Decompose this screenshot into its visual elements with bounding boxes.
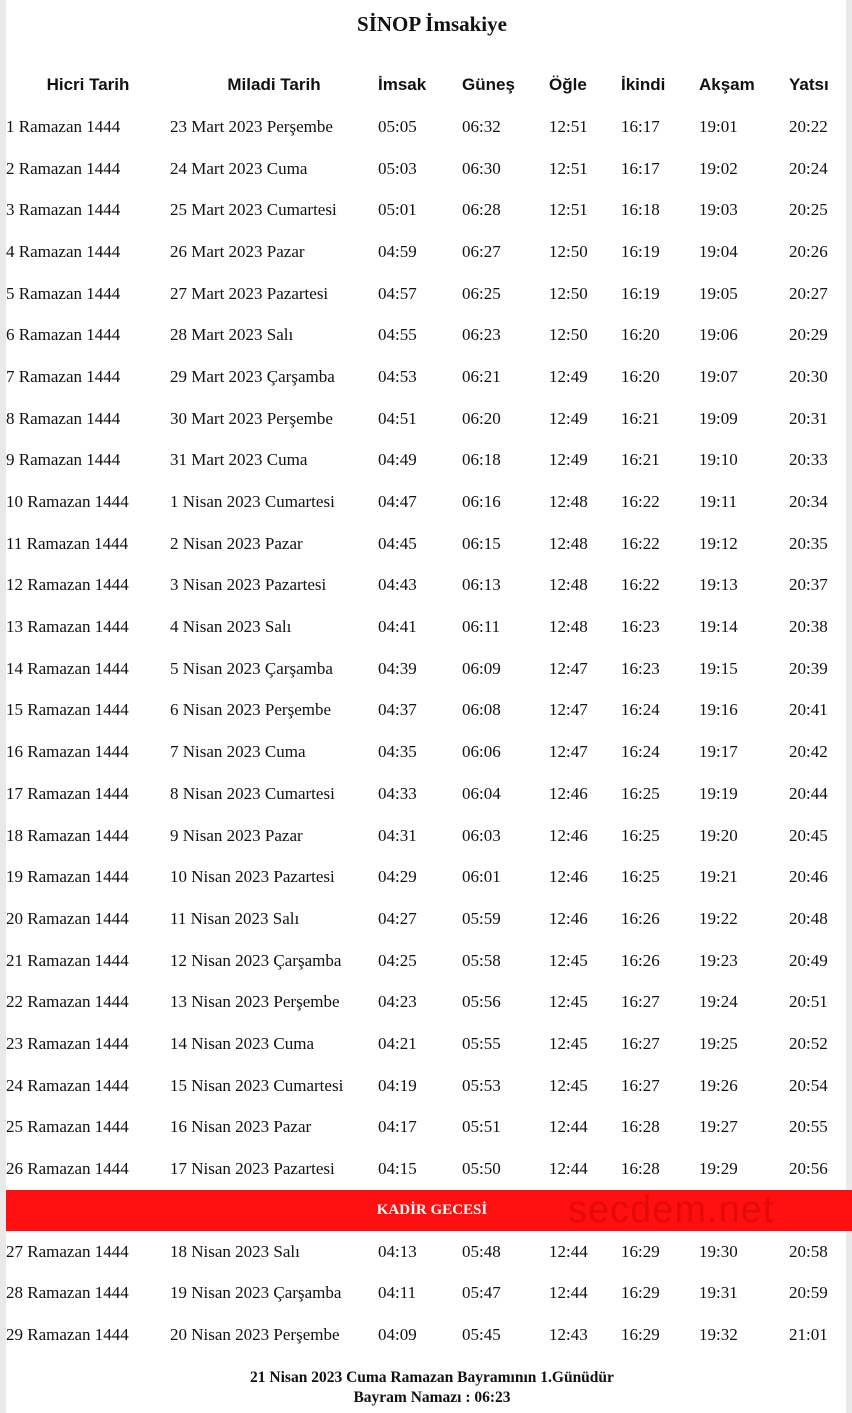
hicri-date: 14 Ramazan 1444 bbox=[6, 658, 129, 678]
miladi-date: 16 Nisan 2023 Pazar bbox=[170, 1117, 312, 1137]
table-row bbox=[6, 1107, 852, 1149]
footer-bayram-namazi: Bayram Namazı : 06:23 bbox=[353, 1389, 511, 1406]
miladi-date: 5 Nisan 2023 Çarşamba bbox=[170, 658, 333, 678]
aksam-time: 19:32 bbox=[699, 1325, 738, 1345]
aksam-time: 19:02 bbox=[699, 158, 738, 178]
ikindi-time: 16:26 bbox=[621, 950, 660, 970]
ikindi-time: 16:17 bbox=[621, 116, 660, 136]
hicri-date: 7 Ramazan 1444 bbox=[6, 366, 121, 386]
ogle-time: 12:44 bbox=[549, 1283, 588, 1303]
ikindi-time: 16:26 bbox=[621, 908, 660, 928]
table-row bbox=[6, 731, 852, 773]
ogle-time: 12:46 bbox=[549, 867, 588, 887]
miladi-date: 27 Mart 2023 Pazartesi bbox=[170, 283, 329, 303]
yatsi-time: 20:24 bbox=[789, 158, 828, 178]
aksam-time: 19:13 bbox=[699, 575, 738, 595]
ikindi-time: 16:21 bbox=[621, 450, 660, 470]
aksam-time: 19:20 bbox=[699, 825, 738, 845]
aksam-time: 19:14 bbox=[699, 617, 738, 637]
gunes-time: 05:58 bbox=[462, 950, 501, 970]
imsak-time: 04:17 bbox=[378, 1117, 417, 1137]
table-row bbox=[6, 815, 852, 857]
gunes-time: 05:55 bbox=[462, 1033, 501, 1053]
yatsi-time: 20:37 bbox=[789, 575, 828, 595]
ogle-time: 12:47 bbox=[549, 658, 588, 678]
ikindi-time: 16:21 bbox=[621, 408, 660, 428]
imsak-time: 04:55 bbox=[378, 325, 417, 345]
imsak-time: 04:47 bbox=[378, 492, 417, 512]
imsak-time: 04:21 bbox=[378, 1033, 417, 1053]
ikindi-time: 16:24 bbox=[621, 700, 660, 720]
gunes-time: 05:45 bbox=[462, 1325, 501, 1345]
imsak-time: 04:45 bbox=[378, 533, 417, 553]
ikindi-time: 16:27 bbox=[621, 1033, 660, 1053]
yatsi-time: 20:38 bbox=[789, 617, 828, 637]
table-row bbox=[6, 1231, 852, 1273]
hicri-date: 23 Ramazan 1444 bbox=[6, 1033, 129, 1053]
ikindi-time: 16:18 bbox=[621, 200, 660, 220]
table-row bbox=[6, 398, 852, 440]
ikindi-time: 16:20 bbox=[621, 366, 660, 386]
hicri-date: 4 Ramazan 1444 bbox=[6, 241, 121, 261]
ogle-time: 12:51 bbox=[549, 200, 588, 220]
ogle-time: 12:47 bbox=[549, 742, 588, 762]
aksam-time: 19:31 bbox=[699, 1283, 738, 1303]
gunes-time: 06:32 bbox=[462, 116, 501, 136]
gunes-time: 06:11 bbox=[462, 617, 501, 637]
ikindi-time: 16:23 bbox=[621, 658, 660, 678]
miladi-date: 13 Nisan 2023 Perşembe bbox=[170, 992, 340, 1012]
hicri-date: 24 Ramazan 1444 bbox=[6, 1075, 129, 1095]
imsak-time: 04:25 bbox=[378, 950, 417, 970]
ikindi-time: 16:25 bbox=[621, 783, 660, 803]
hicri-date: 12 Ramazan 1444 bbox=[6, 575, 129, 595]
column-header-gunes: Güneş bbox=[462, 75, 515, 94]
imsak-time: 05:05 bbox=[378, 116, 417, 136]
gunes-time: 06:04 bbox=[462, 783, 501, 803]
yatsi-time: 20:54 bbox=[789, 1075, 828, 1095]
aksam-time: 19:24 bbox=[699, 992, 738, 1012]
gunes-time: 05:51 bbox=[462, 1117, 501, 1137]
gunes-time: 06:01 bbox=[462, 867, 501, 887]
table-row bbox=[6, 1023, 852, 1065]
hicri-date: 13 Ramazan 1444 bbox=[6, 617, 129, 637]
hicri-date: 10 Ramazan 1444 bbox=[6, 492, 129, 512]
gunes-time: 06:18 bbox=[462, 450, 501, 470]
aksam-time: 19:03 bbox=[699, 200, 738, 220]
aksam-time: 19:26 bbox=[699, 1075, 738, 1095]
ikindi-time: 16:17 bbox=[621, 158, 660, 178]
aksam-time: 19:04 bbox=[699, 241, 738, 261]
table-row bbox=[6, 981, 852, 1023]
aksam-time: 19:07 bbox=[699, 366, 738, 386]
aksam-time: 19:12 bbox=[699, 533, 738, 553]
table-header-row bbox=[6, 64, 852, 106]
hicri-date: 21 Ramazan 1444 bbox=[6, 950, 129, 970]
miladi-date: 7 Nisan 2023 Cuma bbox=[170, 742, 306, 762]
hicri-date: 3 Ramazan 1444 bbox=[6, 200, 121, 220]
gunes-time: 05:47 bbox=[462, 1283, 501, 1303]
miladi-date: 10 Nisan 2023 Pazartesi bbox=[170, 867, 335, 887]
column-header-imsak: İmsak bbox=[378, 75, 427, 94]
yatsi-time: 20:41 bbox=[789, 700, 828, 720]
imsak-time: 04:35 bbox=[378, 742, 417, 762]
gunes-time: 06:21 bbox=[462, 366, 501, 386]
table-row bbox=[6, 189, 852, 231]
ikindi-time: 16:20 bbox=[621, 325, 660, 345]
table-row bbox=[6, 773, 852, 815]
ogle-time: 12:49 bbox=[549, 450, 588, 470]
ogle-time: 12:44 bbox=[549, 1117, 588, 1137]
gunes-time: 06:23 bbox=[462, 325, 501, 345]
yatsi-time: 20:44 bbox=[789, 783, 828, 803]
imsak-time: 04:33 bbox=[378, 783, 417, 803]
yatsi-time: 20:51 bbox=[789, 992, 828, 1012]
gunes-time: 06:13 bbox=[462, 575, 501, 595]
miladi-date: 19 Nisan 2023 Çarşamba bbox=[170, 1283, 342, 1303]
aksam-time: 19:27 bbox=[699, 1117, 738, 1137]
ogle-time: 12:45 bbox=[549, 950, 588, 970]
gunes-time: 06:20 bbox=[462, 408, 501, 428]
ogle-time: 12:51 bbox=[549, 116, 588, 136]
gunes-time: 05:50 bbox=[462, 1159, 501, 1179]
ikindi-time: 16:22 bbox=[621, 575, 660, 595]
column-header-miladi: Miladi Tarih bbox=[227, 75, 321, 94]
ikindi-time: 16:29 bbox=[621, 1283, 660, 1303]
gunes-time: 05:56 bbox=[462, 992, 501, 1012]
hicri-date: 1 Ramazan 1444 bbox=[6, 116, 121, 136]
yatsi-time: 20:48 bbox=[789, 908, 828, 928]
imsak-time: 04:31 bbox=[378, 825, 417, 845]
table-body bbox=[6, 106, 852, 1356]
hicri-date: 11 Ramazan 1444 bbox=[6, 533, 129, 553]
miladi-date: 2 Nisan 2023 Pazar bbox=[170, 533, 303, 553]
gunes-time: 05:59 bbox=[462, 908, 501, 928]
table-row bbox=[6, 356, 852, 398]
imsak-time: 04:51 bbox=[378, 408, 417, 428]
aksam-time: 19:09 bbox=[699, 408, 738, 428]
table-row bbox=[6, 1314, 852, 1356]
imsak-time: 04:57 bbox=[378, 283, 417, 303]
ogle-time: 12:48 bbox=[549, 533, 588, 553]
hicri-date: 15 Ramazan 1444 bbox=[6, 700, 129, 720]
yatsi-time: 21:01 bbox=[789, 1325, 828, 1345]
yatsi-time: 20:22 bbox=[789, 116, 828, 136]
ogle-time: 12:48 bbox=[549, 617, 588, 637]
miladi-date: 31 Mart 2023 Cuma bbox=[170, 450, 308, 470]
imsak-time: 04:59 bbox=[378, 241, 417, 261]
ogle-time: 12:46 bbox=[549, 825, 588, 845]
ikindi-time: 16:22 bbox=[621, 492, 660, 512]
imsak-time: 04:37 bbox=[378, 700, 417, 720]
hicri-date: 22 Ramazan 1444 bbox=[6, 992, 129, 1012]
yatsi-time: 20:46 bbox=[789, 867, 828, 887]
aksam-time: 19:16 bbox=[699, 700, 738, 720]
table-row bbox=[6, 898, 852, 940]
imsak-time: 04:39 bbox=[378, 658, 417, 678]
ogle-time: 12:50 bbox=[549, 283, 588, 303]
table-row bbox=[6, 856, 852, 898]
miladi-date: 4 Nisan 2023 Salı bbox=[170, 617, 292, 637]
imsak-time: 04:11 bbox=[378, 1283, 417, 1303]
aksam-time: 19:30 bbox=[699, 1241, 738, 1261]
imsak-time: 04:15 bbox=[378, 1159, 417, 1179]
yatsi-time: 20:31 bbox=[789, 408, 828, 428]
table-row bbox=[6, 440, 852, 482]
gunes-time: 06:08 bbox=[462, 700, 501, 720]
yatsi-time: 20:34 bbox=[789, 492, 828, 512]
yatsi-time: 20:29 bbox=[789, 325, 828, 345]
gunes-time: 06:03 bbox=[462, 825, 501, 845]
miladi-date: 14 Nisan 2023 Cuma bbox=[170, 1033, 315, 1053]
ikindi-time: 16:24 bbox=[621, 742, 660, 762]
yatsi-time: 20:30 bbox=[789, 366, 828, 386]
miladi-date: 1 Nisan 2023 Cumartesi bbox=[170, 492, 335, 512]
ogle-time: 12:51 bbox=[549, 158, 588, 178]
miladi-date: 20 Nisan 2023 Perşembe bbox=[170, 1325, 340, 1345]
miladi-date: 11 Nisan 2023 Salı bbox=[170, 908, 300, 928]
imsak-time: 04:29 bbox=[378, 867, 417, 887]
ikindi-time: 16:23 bbox=[621, 617, 660, 637]
miladi-date: 23 Mart 2023 Perşembe bbox=[170, 116, 333, 136]
aksam-time: 19:19 bbox=[699, 783, 738, 803]
column-header-yatsi: Yatsı bbox=[789, 75, 829, 94]
imsak-time: 04:41 bbox=[378, 617, 417, 637]
ogle-time: 12:44 bbox=[549, 1241, 588, 1261]
ogle-time: 12:50 bbox=[549, 241, 588, 261]
table-row bbox=[6, 1148, 852, 1190]
table-row bbox=[6, 523, 852, 565]
aksam-time: 19:23 bbox=[699, 950, 738, 970]
gunes-time: 06:06 bbox=[462, 742, 501, 762]
column-header-hicri: Hicri Tarih bbox=[46, 75, 130, 94]
aksam-time: 19:11 bbox=[699, 492, 738, 512]
aksam-time: 19:05 bbox=[699, 283, 738, 303]
imsak-time: 05:01 bbox=[378, 200, 417, 220]
yatsi-time: 20:35 bbox=[789, 533, 828, 553]
ogle-time: 12:45 bbox=[549, 1033, 588, 1053]
yatsi-time: 20:26 bbox=[789, 241, 828, 261]
gunes-time: 06:25 bbox=[462, 283, 501, 303]
column-header-ikindi: İkindi bbox=[621, 75, 666, 94]
ogle-time: 12:48 bbox=[549, 575, 588, 595]
imsak-time: 04:23 bbox=[378, 992, 417, 1012]
gunes-time: 06:30 bbox=[462, 158, 501, 178]
miladi-date: 18 Nisan 2023 Salı bbox=[170, 1241, 300, 1261]
hicri-date: 8 Ramazan 1444 bbox=[6, 408, 121, 428]
imsak-time: 05:03 bbox=[378, 158, 417, 178]
table-row bbox=[6, 690, 852, 732]
hicri-date: 19 Ramazan 1444 bbox=[6, 867, 129, 887]
ogle-time: 12:50 bbox=[549, 325, 588, 345]
table-row bbox=[6, 481, 852, 523]
table-row bbox=[6, 273, 852, 315]
miladi-date: 6 Nisan 2023 Perşembe bbox=[170, 700, 332, 720]
yatsi-time: 20:25 bbox=[789, 200, 828, 220]
gunes-time: 06:16 bbox=[462, 492, 501, 512]
ikindi-time: 16:29 bbox=[621, 1325, 660, 1345]
yatsi-time: 20:58 bbox=[789, 1241, 828, 1261]
hicri-date: 5 Ramazan 1444 bbox=[6, 283, 121, 303]
hicri-date: 9 Ramazan 1444 bbox=[6, 450, 121, 470]
imsak-time: 04:49 bbox=[378, 450, 417, 470]
yatsi-time: 20:39 bbox=[789, 658, 828, 678]
imsak-time: 04:43 bbox=[378, 575, 417, 595]
gunes-time: 06:27 bbox=[462, 241, 501, 261]
yatsi-time: 20:49 bbox=[789, 950, 828, 970]
column-header-ogle: Öğle bbox=[549, 75, 587, 94]
hicri-date: 25 Ramazan 1444 bbox=[6, 1117, 129, 1137]
miladi-date: 29 Mart 2023 Çarşamba bbox=[170, 366, 335, 386]
yatsi-time: 20:52 bbox=[789, 1033, 828, 1053]
imsakiye-table bbox=[6, 64, 852, 1356]
watermark-text: secdem.net bbox=[568, 1189, 775, 1231]
yatsi-time: 20:27 bbox=[789, 283, 828, 303]
ikindi-time: 16:29 bbox=[621, 1241, 660, 1261]
miladi-date: 3 Nisan 2023 Pazartesi bbox=[170, 575, 327, 595]
yatsi-time: 20:56 bbox=[789, 1159, 828, 1179]
hicri-date: 29 Ramazan 1444 bbox=[6, 1325, 129, 1345]
aksam-time: 19:17 bbox=[699, 742, 738, 762]
ikindi-time: 16:27 bbox=[621, 1075, 660, 1095]
gunes-time: 06:15 bbox=[462, 533, 501, 553]
aksam-time: 19:22 bbox=[699, 908, 738, 928]
aksam-time: 19:15 bbox=[699, 658, 738, 678]
column-header-aksam: Akşam bbox=[699, 75, 755, 94]
miladi-date: 12 Nisan 2023 Çarşamba bbox=[170, 950, 342, 970]
miladi-date: 24 Mart 2023 Cuma bbox=[170, 158, 308, 178]
ogle-time: 12:43 bbox=[549, 1325, 588, 1345]
aksam-time: 19:01 bbox=[699, 116, 738, 136]
hicri-date: 2 Ramazan 1444 bbox=[6, 158, 121, 178]
imsak-time: 04:13 bbox=[378, 1241, 417, 1261]
gunes-time: 06:28 bbox=[462, 200, 501, 220]
table-row bbox=[6, 231, 852, 273]
imsak-time: 04:09 bbox=[378, 1325, 417, 1345]
miladi-date: 26 Mart 2023 Pazar bbox=[170, 241, 305, 261]
miladi-date: 30 Mart 2023 Perşembe bbox=[170, 408, 333, 428]
ogle-time: 12:49 bbox=[549, 408, 588, 428]
ikindi-time: 16:27 bbox=[621, 992, 660, 1012]
table-row bbox=[6, 106, 852, 148]
ogle-time: 12:44 bbox=[549, 1159, 588, 1179]
table-row bbox=[6, 148, 852, 190]
page-title: SİNOP İmsakiye bbox=[357, 12, 507, 36]
ogle-time: 12:46 bbox=[549, 908, 588, 928]
hicri-date: 26 Ramazan 1444 bbox=[6, 1159, 129, 1179]
miladi-date: 9 Nisan 2023 Pazar bbox=[170, 825, 303, 845]
ogle-time: 12:45 bbox=[549, 1075, 588, 1095]
ogle-time: 12:48 bbox=[549, 492, 588, 512]
hicri-date: 28 Ramazan 1444 bbox=[6, 1283, 129, 1303]
aksam-time: 19:10 bbox=[699, 450, 738, 470]
table-row bbox=[6, 940, 852, 982]
table-row bbox=[6, 1273, 852, 1315]
yatsi-time: 20:55 bbox=[789, 1117, 828, 1137]
ogle-time: 12:46 bbox=[549, 783, 588, 803]
hicri-date: 17 Ramazan 1444 bbox=[6, 783, 129, 803]
imsak-time: 04:19 bbox=[378, 1075, 417, 1095]
gunes-time: 06:09 bbox=[462, 658, 501, 678]
ikindi-time: 16:25 bbox=[621, 825, 660, 845]
aksam-time: 19:06 bbox=[699, 325, 738, 345]
miladi-date: 15 Nisan 2023 Cumartesi bbox=[170, 1075, 344, 1095]
ikindi-time: 16:28 bbox=[621, 1159, 660, 1179]
yatsi-time: 20:42 bbox=[789, 742, 828, 762]
table-row bbox=[6, 565, 852, 607]
yatsi-time: 20:59 bbox=[789, 1283, 828, 1303]
miladi-date: 8 Nisan 2023 Cumartesi bbox=[170, 783, 335, 803]
hicri-date: 6 Ramazan 1444 bbox=[6, 325, 121, 345]
table-row bbox=[6, 606, 852, 648]
gunes-time: 05:53 bbox=[462, 1075, 501, 1095]
table-row bbox=[6, 1065, 852, 1107]
ikindi-time: 16:25 bbox=[621, 867, 660, 887]
miladi-date: 25 Mart 2023 Cumartesi bbox=[170, 200, 337, 220]
hicri-date: 20 Ramazan 1444 bbox=[6, 908, 129, 928]
aksam-time: 19:21 bbox=[699, 867, 738, 887]
table-row bbox=[6, 314, 852, 356]
yatsi-time: 20:45 bbox=[789, 825, 828, 845]
hicri-date: 18 Ramazan 1444 bbox=[6, 825, 129, 845]
ogle-time: 12:45 bbox=[549, 992, 588, 1012]
ogle-time: 12:49 bbox=[549, 366, 588, 386]
footer-bayram-line: 21 Nisan 2023 Cuma Ramazan Bayramının 1.Günüdür bbox=[250, 1369, 614, 1386]
hicri-date: 16 Ramazan 1444 bbox=[6, 742, 129, 762]
ikindi-time: 16:19 bbox=[621, 283, 660, 303]
yatsi-time: 20:33 bbox=[789, 450, 828, 470]
imsak-time: 04:27 bbox=[378, 908, 417, 928]
ikindi-time: 16:19 bbox=[621, 241, 660, 261]
footer-note bbox=[6, 1368, 852, 1408]
ikindi-time: 16:22 bbox=[621, 533, 660, 553]
miladi-date: 17 Nisan 2023 Pazartesi bbox=[170, 1159, 335, 1179]
imsak-time: 04:53 bbox=[378, 366, 417, 386]
aksam-time: 19:29 bbox=[699, 1159, 738, 1179]
aksam-time: 19:25 bbox=[699, 1033, 738, 1053]
ikindi-time: 16:28 bbox=[621, 1117, 660, 1137]
gunes-time: 05:48 bbox=[462, 1241, 501, 1261]
hicri-date: 27 Ramazan 1444 bbox=[6, 1241, 129, 1261]
kadir-gecesi-label: KADİR GECESİ bbox=[6, 1190, 852, 1231]
ogle-time: 12:47 bbox=[549, 700, 588, 720]
table-row bbox=[6, 648, 852, 690]
miladi-date: 28 Mart 2023 Salı bbox=[170, 325, 294, 345]
